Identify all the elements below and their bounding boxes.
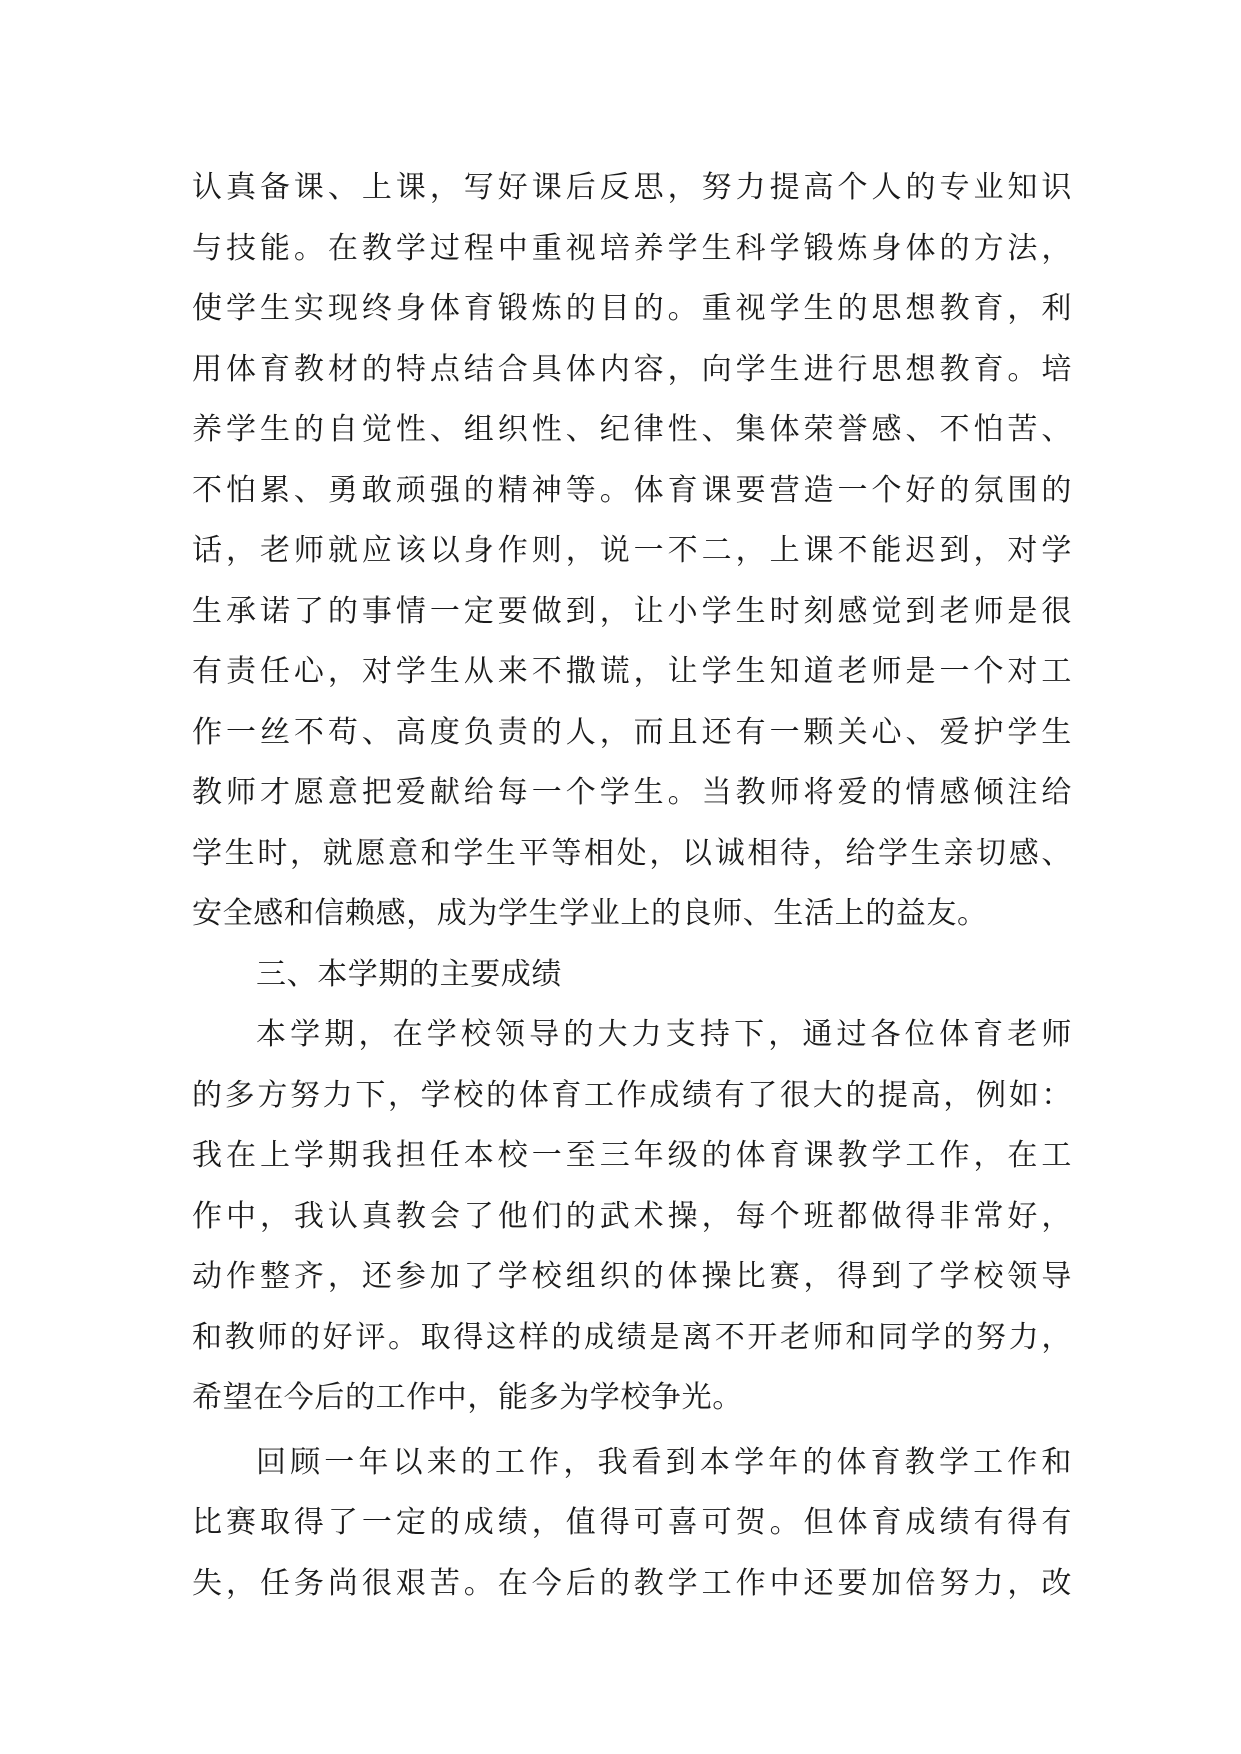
text-line: 比赛取得了一定的成绩，值得可喜可贺。但体育成绩有得有 xyxy=(192,1505,1072,1540)
body-text xyxy=(192,158,1072,1614)
text-line: 本学期，在学校领导的大力支持下，通过各位体育老师 xyxy=(256,1017,1072,1052)
text-line: 失，任务尚很艰苦。在今后的教学工作中还要加倍努力，改 xyxy=(192,1565,1072,1601)
text-line: 希望在今后的工作中，能多为学校争光。 xyxy=(192,1380,743,1415)
text-line: 养学生的自觉性、组织性、纪律性、集体荣誉感、不怕苦、 xyxy=(192,412,1072,447)
text-line: 有责任心，对学生从来不撒谎，让学生知道老师是一个对工 xyxy=(192,654,1072,689)
text-line: 和教师的好评。取得这样的成绩是离不开老师和同学的努力， xyxy=(192,1319,1072,1355)
text-line: 话，老师就应该以身作则，说一不二，上课不能迟到，对学 xyxy=(192,533,1072,568)
text-line: 不怕累、勇敢顽强的精神等。体育课要营造一个好的氛围的 xyxy=(192,472,1072,508)
text-line: 动作整齐，还参加了学校组织的体操比赛，得到了学校领导 xyxy=(192,1259,1072,1294)
text-line: 用体育教材的特点结合具体内容，向学生进行思想教育。培 xyxy=(192,351,1072,387)
text-line: 教师才愿意把爱献给每一个学生。当教师将爱的情感倾注给 xyxy=(192,775,1072,810)
text-line: 学生时，就愿意和学生平等相处，以诚相待，给学生亲切感、 xyxy=(192,835,1072,871)
text-line: 与技能。在教学过程中重视培养学生科学锻炼身体的方法， xyxy=(192,230,1072,266)
section-heading: 三、本学期的主要成绩 xyxy=(256,956,562,992)
text-line: 回顾一年以来的工作，我看到本学年的体育教学工作和 xyxy=(256,1444,1072,1480)
text-line: 生承诺了的事情一定要做到，让小学生时刻感觉到老师是很 xyxy=(192,593,1072,629)
text-line: 作中，我认真教会了他们的武术操，每个班都做得非常好， xyxy=(192,1198,1072,1234)
text-line: 安全感和信赖感，成为学生学业上的良师、生活上的益友。 xyxy=(192,896,988,931)
text-line: 作一丝不苟、高度负责的人，而且还有一颗关心、爱护学生 xyxy=(192,714,1072,750)
text-line: 使学生实现终身体育锻炼的目的。重视学生的思想教育，利 xyxy=(192,291,1072,326)
text-line: 的多方努力下，学校的体育工作成绩有了很大的提高，例如： xyxy=(192,1077,1072,1113)
text-line: 认真备课、上课，写好课后反思，努力提高个人的专业知识 xyxy=(192,170,1072,205)
text-line: 我在上学期我担任本校一至三年级的体育课教学工作，在工 xyxy=(192,1138,1072,1173)
